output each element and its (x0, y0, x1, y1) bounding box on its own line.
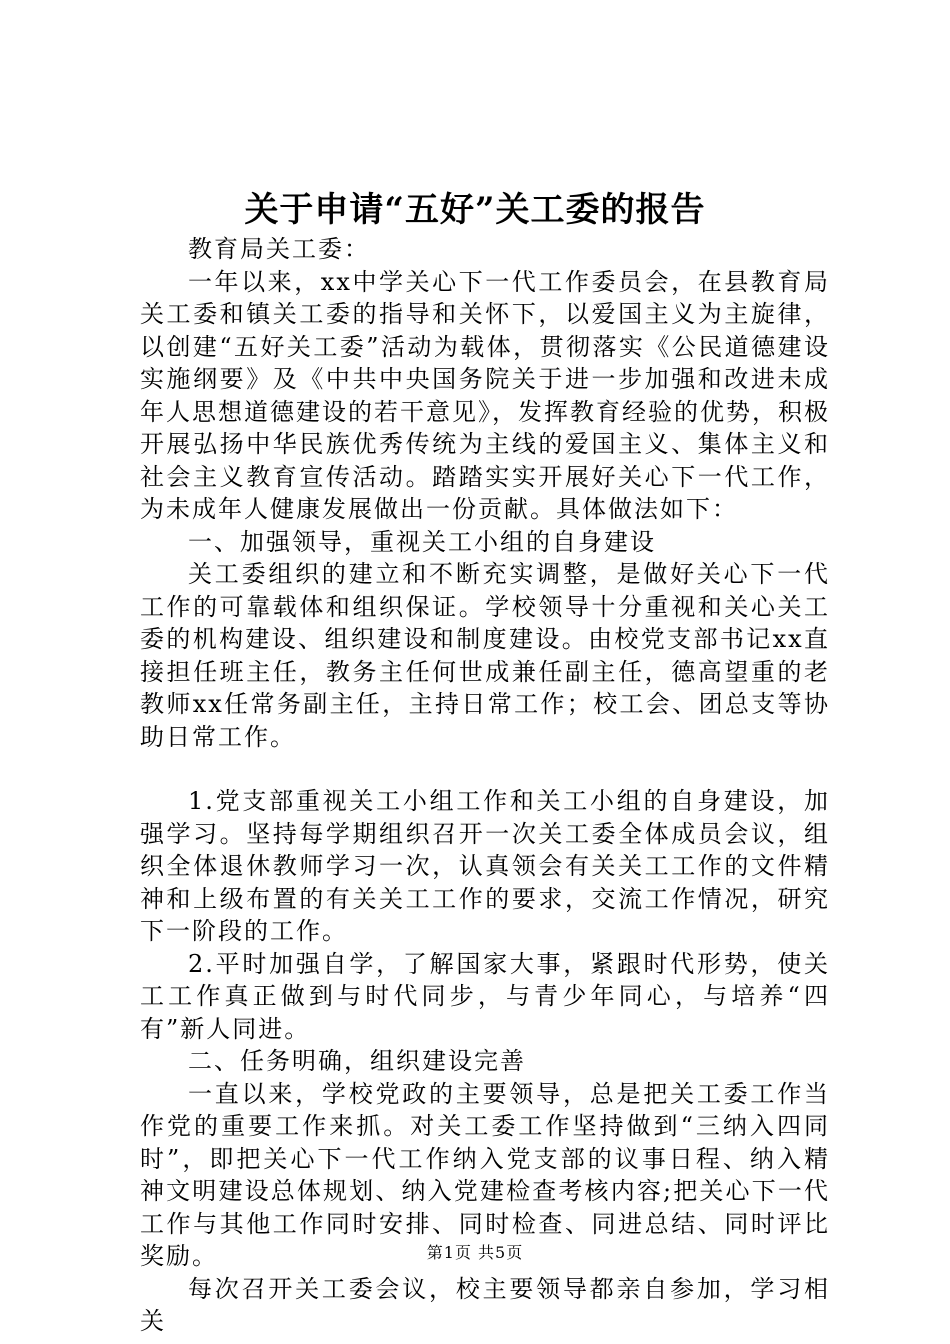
document-body (140, 233, 830, 1338)
list-item-1: 1.党支部重视关工小组工作和关工小组的自身建设，加强学习。坚持每学期组织召开一次关工委全体成员会议，组织全体退休教师学习一次，认真领会有关关工工作的文件精神和上级布置的有关关工工作的要求，交流工作情况，研究下一阶段的工作。 (140, 787, 830, 945)
section-heading-2: 二、任务明确，组织建设完善 (188, 1047, 526, 1075)
document-title: 关于申请“五好”关工委的报告 (244, 190, 706, 230)
section-1-paragraph: 关工委组织的建立和不断充实调整，是做好关心下一代工作的可靠载体和组织保证。学校领导十分重视和关心关工委的机构建设、组织建设和制度建设。由校党支部书记xx直接担任班主任，教务主任何世成兼任副主任，德高望重的老教师xx任常务副主任，主持日常工作；校工会、团总支等协助日常工作。 (140, 560, 830, 751)
list-item-2: 2.平时加强自学，了解国家大事，紧跟时代形势，使关工工作真正做到与时代同步，与青少年同心，与培养“四有”新人同进。 (140, 949, 830, 1043)
salutation: 教育局关工委： (188, 235, 370, 263)
intro-paragraph: 一年以来，xx中学关心下一代工作委员会，在县教育局关工委和镇关工委的指导和关怀下，以爱国主义为主旋律，以创建“五好关工委”活动为载体，贯彻落实《公民道德建设实施纲要》及《中共中央国务院关于进一步加强和改进未成年人思想道德建设的若干意见》，发挥教育经验的优势，积极开展弘扬中华民族优秀传统为主线的爱国主义、集体主义和社会主义教育宣传活动。踏踏实实开展好关心下一代工作，为未成年人健康发展做出一份贡献。具体做法如下： (140, 267, 830, 523)
section-heading-1: 一、加强领导，重视关工小组的自身建设 (188, 527, 656, 556)
section-2-paragraph: 一直以来，学校党政的主要领导，总是把关工委工作当作党的重要工作来抓。对关工委工作坚持做到“三纳入四同时”，即把关心下一代工作纳入党支部的议事日程、纳入精神文明建设总体规划、纳入党建检查考核内容;把关心下一代工作与其他工作同时安排、同时检查、同进总结、同时评比奖励。 (140, 1079, 830, 1270)
section-2-paragraph-continued: 每次召开关工委会议，校主要领导都亲自参加，学习相关 (140, 1274, 830, 1335)
page-footer: 第1页 共5页 (426, 1243, 524, 1262)
